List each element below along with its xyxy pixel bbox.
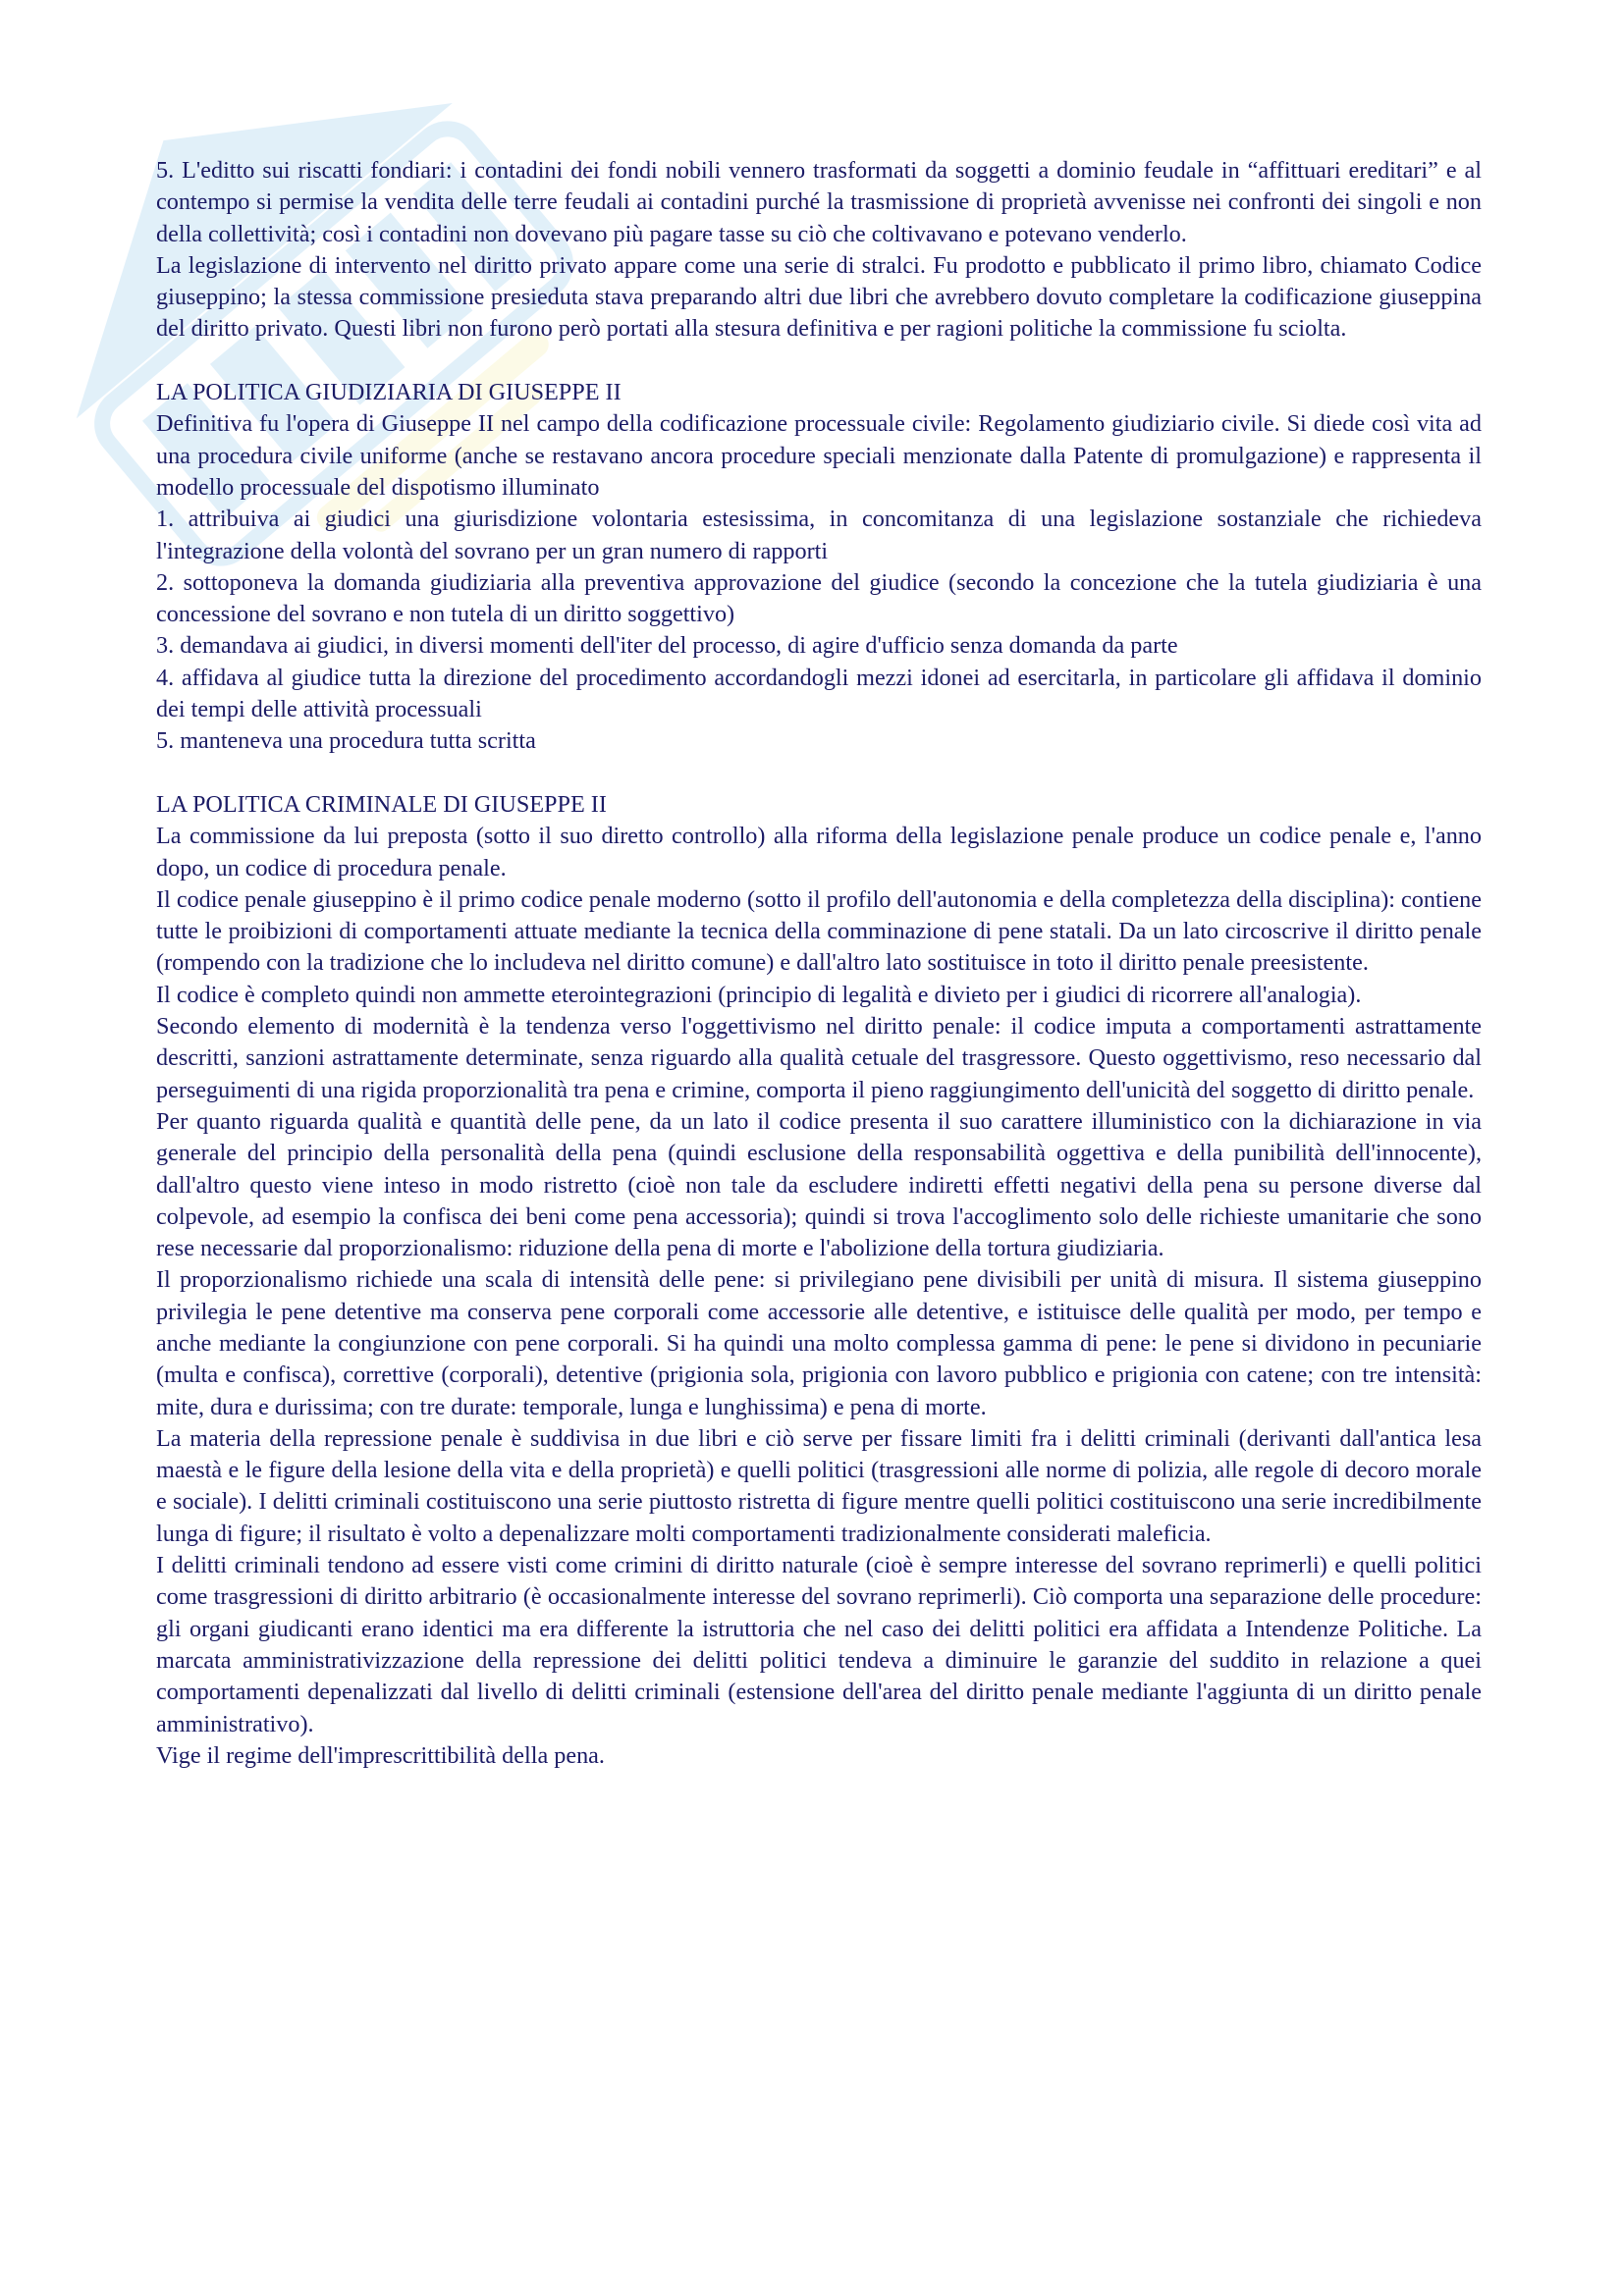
paragraph-imprescrittibilita: Vige il regime dell'imprescrittibilità della pena. <box>156 1741 605 1769</box>
paragraph-codice-moderno: Il codice penale giuseppino è il primo codice penale moderno (sotto il profilo dell'autonomia e della completezza della disciplina): contiene tutte le proibizioni di comportamenti attuate mediante la tecnica della comminazione di pene statali. Da un lato circoscrive il diritto penale (rompendo con la tradizione che lo includeva nel diritto comune) e dall'altro lato sostituisce in toto il diritto penale preesistente. <box>156 885 1482 977</box>
section-heading-politica-giudiziaria: LA POLITICA GIUDIZIARIA DI GIUSEPPE II <box>156 379 622 406</box>
paragraph-proporzionalismo: Il proporzionalismo richiede una scala di intensità delle pene: si privilegiano pene divisibili per unità di misura. Il sistema giuseppino privilegia le pene detentive ma conserva pene corporali come accessorie alle detentive, e istituisce delle qualità per modo, per tempo e anche mediante la congiunzione con pene corporali. Si ha quindi una molto complessa gamma di pene: le pene si dividono in pecuniarie (multa e confisca), correttive (corporali), detentive (prigionia sola, prigionia con lavoro pubblico e prigionia con catene; con tre intensità: mite, dura e durissima; con tre durate: temporale, lunga e lunghissima) e pena di morte. <box>156 1266 1482 1420</box>
paragraph-oggettivismo: Secondo elemento di modernità è la tendenza verso l'oggettivismo nel diritto penale: il codice imputa a comportamenti astrattamente descritti, sanzioni astrattamente determinate, senza riguardo alla qualità cetuale del trasgressore. Questo oggettivismo, reso necessario dal perseguimenti di una rigida proporzionalità tra pena e crimine, comporta il pieno raggiungimento dell'unicità del soggetto di diritto penale. <box>156 1013 1482 1103</box>
list-item-3: 3. demandava ai giudici, in diversi momenti dell'iter del processo, di agire d'ufficio senza domanda da parte <box>156 632 1178 660</box>
paragraph-riscatti-fondiari: 5. L'editto sui riscatti fondiari: i contadini dei fondi nobili vennero trasformati da soggetti a dominio feudale in “affittuari ereditari” e al contempo si permise la vendita delle terre feudali ai contadini purché la trasmissione di proprietà avvenisse nei confronti dei singoli e non della collettività; così i contadini non dovevano più pagare tasse su ciò che coltivavano e potevano venderlo. <box>156 157 1482 247</box>
list-item-4: 4. affidava al giudice tutta la direzione del procedimento accordandogli mezzi idonei ad esercitarla, in particolare gli affidava il dominio dei tempi delle attività processuali <box>156 664 1482 723</box>
spacer <box>156 346 1482 377</box>
paragraph-commissione: La commissione da lui preposta (sotto il suo diretto controllo) alla riforma della legislazione penale produce un codice penale e, l'anno dopo, un codice di procedura penale. <box>156 823 1482 881</box>
list-item-2: 2. sottoponeva la domanda giudiziaria alla preventiva approvazione del giudice (secondo la concezione che la tutela giudiziaria è una concessione del sovrano e non tutela di un diritto soggettivo) <box>156 568 1482 628</box>
paragraph-delitti-criminali: I delitti criminali tendono ad essere visti come crimini di diritto naturale (cioè è sempre interesse del sovrano reprimerli) e quelli politici come trasgressioni di diritto arbitrario (è occasionalmente interesse del sovrano reprimerli). Ciò comporta una separazione delle procedure: gli organi giudicanti erano identici ma era differente la istruttoria che nel caso dei delitti politici era affidata a Intendenze Politiche. La marcata amministrativizzazione della repressione dei delitti politici tendeva a diminuire le garanzie del suddito in relazione a quei comportamenti depenalizzati dal livello di delitti criminali (estensione dell'area del diritto penale mediante l'aggiunta di un diritto penale amministrativo). <box>156 1552 1482 1737</box>
list-item-1: 1. attribuiva ai giudici una giurisdizione volontaria estesissima, in concomitanza di una legislazione sostanziale che richiedeva l'integrazione della volontà del sovrano per un gran numero di rapporti <box>156 506 1482 564</box>
paragraph-diritto-privato: La legislazione di intervento nel diritto privato appare come una serie di stralci. Fu prodotto e pubblicato il primo libro, chiamato Codice giuseppino; la stessa commissione presieduta stava preparando altri due libri che avrebbero dovuto completare la codificazione giuseppina del diritto privato. Questi libri non furono però portati alla stesura definitiva e per ragioni politiche la commissione fu sciolta. <box>156 251 1482 343</box>
paragraph-codice-completo: Il codice è completo quindi non ammette eterointegrazioni (principio di legalità e divieto per i giudici di ricorrere all'analogia). <box>156 981 1362 1008</box>
section-heading-politica-criminale: LA POLITICA CRIMINALE DI GIUSEPPE II <box>156 790 607 818</box>
list-item-5: 5. manteneva una procedura tutta scritta <box>156 727 536 755</box>
paragraph-materia-repressione: La materia della repressione penale è suddivisa in due libri e ciò serve per fissare limiti fra i delitti criminali (derivanti dall'antica lesa maestà e le figure della lesione della vita e della proprietà) e quelli politici (trasgressioni alle norme di polizia, alle regole di decoro morale e sociale). I delitti criminali costituiscono una serie piuttosto ristretta di figure mentre quelli politici costituiscono una serie incredibilmente lunga di figure; il risultato è volto a depenalizzare molti comportamenti tradizionalmente considerati maleficia. <box>156 1424 1482 1547</box>
paragraph-regolamento-giudiziario: Definitiva fu l'opera di Giuseppe II nel campo della codificazione processuale civile: Regolamento giudiziario civile. Si diede così vita ad una procedura civile uniforme (anche se restavano ancora procedure speciali menzionate dalla Patente di promulgazione) e rappresenta il modello processuale del dispotismo illuminato <box>156 410 1482 501</box>
document-body <box>156 155 1482 1772</box>
paragraph-qualita-pene: Per quanto riguarda qualità e quantità delle pene, da un lato il codice presenta il suo carattere illuministico con la dichiarazione in via generale del principio della personalità della pena (quindi esclusione della responsabilità oggettiva e della punibilità dell'innocente), dall'altro questo viene inteso in modo ristretto (cioè non tale da escludere indiretti effetti negativi della pena su persone diverse dal colpevole, ad esempio la confisca dei beni come pena accessoria); quindi si trova l'accoglimento solo delle richieste umanitarie che sono rese necessarie dal proporzionalismo: riduzione della pena di morte e l'abolizione della tortura giudiziaria. <box>156 1107 1482 1262</box>
spacer <box>156 758 1482 789</box>
